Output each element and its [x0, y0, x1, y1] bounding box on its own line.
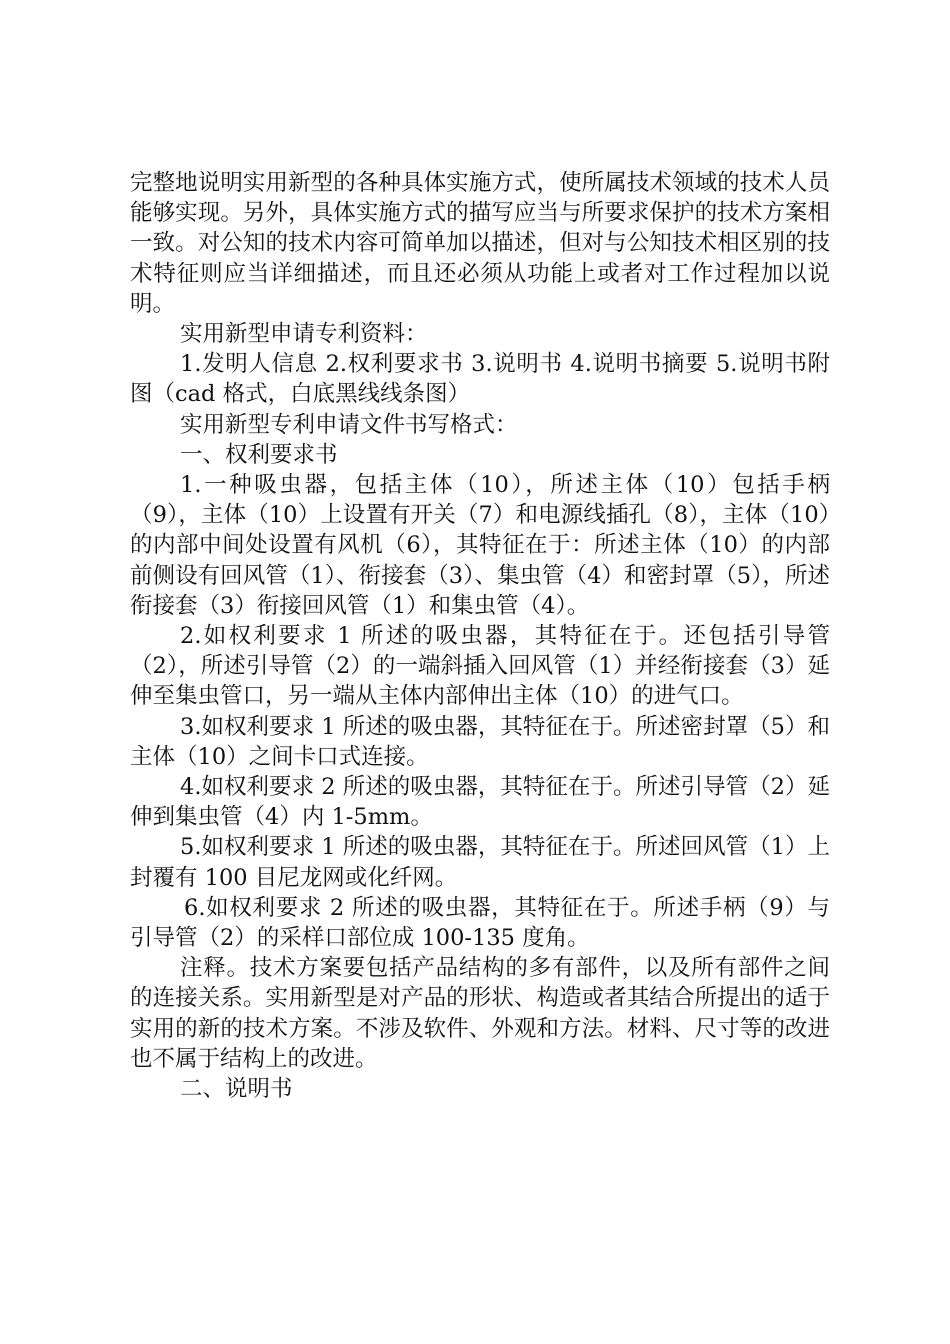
claim-2: 2.如权利要求 1 所述的吸虫器，其特征在于。还包括引导管（2），所述引导管（2）的一端斜插入回风管（1）并经衔接套（3）延伸至集虫管口，另一端从主体内部伸出主体（10）的进气口。: [130, 623, 830, 710]
claim-5: 5.如权利要求 1 所述的吸虫器，其特征在于。所述回风管（1）上封覆有 100 目尼龙网或化纤网。: [130, 834, 830, 891]
document-body: [130, 168, 830, 1104]
claim-4: 4.如权利要求 2 所述的吸虫器，其特征在于。所述引导管（2）延伸到集虫管（4）内 1-5mm。: [130, 774, 830, 831]
paragraph-embodiment-description: 完整地说明实用新型的各种具体实施方式，使所属技术领域的技术人员能够实现。另外，具体实施方式的描写应当与所要求保护的技术方案相一致。对公知的技术内容可简单加以描述，但对与公知技术相区别的技术特征则应当详细描述，而且还必须从功能上或者对工作过程加以说明。: [130, 170, 830, 317]
section-heading-description: 二、说明书: [180, 1076, 293, 1103]
claim-1: 1.一种吸虫器，包括主体（10），所述主体（10）包括手柄（9），主体（10）上设置有开关（7）和电源线插孔（8），主体（10）的内部中间处设置有风机（6），其特征在于：所述主体（10）的内部前侧设有回风管（1）、衔接套（3）、集虫管（4）和密封罩（5），所述衔接套（3）衔接回风管（1）和集虫管（4）。: [130, 472, 830, 619]
paragraph-note: 注释。技术方案要包括产品结构的多有部件，以及所有部件之间的连接关系。实用新型是对产品的形状、构造或者其结合所提出的适于实用的新的技术方案。不涉及软件、外观和方法。材料、尺寸等的改进也不属于结构上的改进。: [130, 955, 830, 1072]
section-heading-claims: 一、权利要求书: [180, 441, 338, 468]
heading-writing-format: 实用新型专利申请文件书写格式：: [180, 411, 518, 438]
heading-application-materials: 实用新型申请专利资料：: [180, 321, 428, 348]
claim-6: 6.如权利要求 2 所述的吸虫器，其特征在于。所述手柄（9）与引导管（2）的采样口部位成 100-135 度角。: [130, 894, 830, 952]
claim-3: 3.如权利要求 1 所述的吸虫器，其特征在于。所述密封罩（5）和主体（10）之间卡口式连接。: [130, 713, 830, 770]
paragraph-materials-list: 1.发明人信息 2.权利要求书 3.说明书 4.说明书摘要 5.说明书附图（cad 格式，白底黑线线条图）: [130, 351, 830, 408]
